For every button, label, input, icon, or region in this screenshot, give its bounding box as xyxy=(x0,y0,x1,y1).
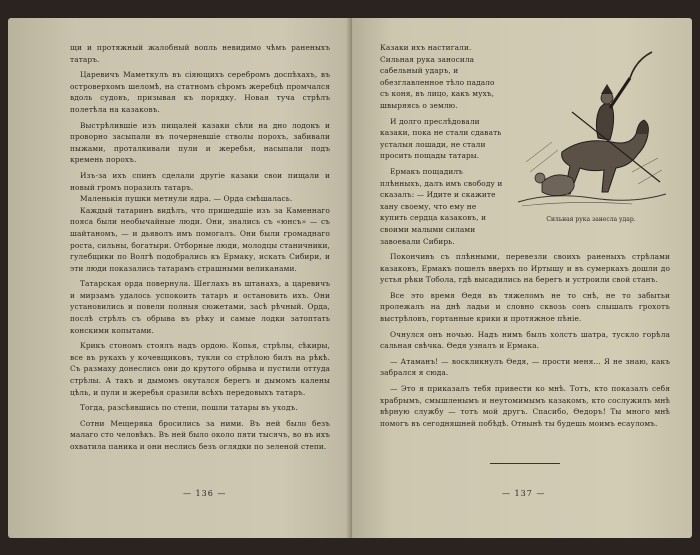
page-number: — 136 — xyxy=(183,489,227,498)
paragraph: щи и протяжный жалобный вопль невидимо чѣмъ раненыхъ татаръ. xyxy=(70,43,330,64)
paragraph: Покончивъ съ плѣнными, перевезли своихъ раненыхъ стрѣлами казаковъ, Ермакъ пошелъ вверхъ по Иртышу и въ сумеркахъ дошли до устья рѣки Тобола, гдѣ высадились на берегъ и устроили свой станъ. xyxy=(380,252,670,285)
paragraph: Выстрѣлившіе изъ пищалей казаки сѣли на дно лодокъ и проворно засыпали въ почерневшіе стволы порохъ, забивали пыжами, проталкивали пули и жеребья, насыпали подъ кремень порохъ. xyxy=(70,120,330,165)
paragraph: Татарская орда повернула. Шеглахъ въ штанахъ, а царевичъ и мирзамъ удалось успокоить татаръ и остановить ихъ. Они установились и повели полныя сюжетами, засѣ рѣчный. Орда, послѣ стрѣлъ съ обрыва въ рѣку и самые лодки затоптать конскими копытами. xyxy=(70,279,330,335)
illustration xyxy=(512,42,670,223)
paragraph: И долго преслѣдовали казаки, пока не стали сдавать усталыя лошади, не стали просить пощады татары. xyxy=(380,116,502,161)
right-page xyxy=(352,18,692,538)
paragraph: Казаки ихъ настигали. Сильная рука заносила сабельный ударъ, и обезглавленное тѣло падало съ коня, въ лицо, какъ мухъ, швыряясь о землю. xyxy=(380,43,495,110)
paragraph: Тогда, разсѣявшись по степи, пошли татары въ уходъ. xyxy=(80,403,298,413)
paragraph: Царевичъ Маметкулъ въ сіяющихъ серебромъ доспѣхахъ, въ островерхомъ шеломѣ, на статномъ сѣромъ жеребцѣ промчался вдоль судовъ, призывая къ порядку. Новая туча стрѣлъ полетѣла на казаковъ. xyxy=(70,70,330,114)
paragraph: Маленькія пушки метнули ядра. — Орда смѣшалась. xyxy=(80,194,293,204)
paragraph: Сотни Мещеряка бросились за ними. Въ ней было безъ малаго сто человѣкъ. Въ ней было около пяти тысячъ, во въ ихъ охватила паника и они неслись безъ оглядки по зеленой степи. xyxy=(70,418,330,451)
paragraph: Ермакъ пощадилъ плѣнныхъ, далъ имъ свободу и сказалъ: — Идите и скажите хану своему, что ему не купить сердца казаковъ, и своими малыми силами завоевали Сибирь. xyxy=(380,166,503,246)
paragraph: Изъ-за ихъ спинъ сделали другіе казаки свои пищали и новый громъ поразилъ татаръ. xyxy=(70,170,330,192)
page-number: — 137 — xyxy=(502,489,546,498)
section-divider xyxy=(490,463,560,464)
paragraph: Крикъ стономъ стоялъ надъ ордою. Копья, стрѣлы, сѣкиры, все въ рукахъ у кочевщиковъ, тукли со стрѣлою билъ на рѣкѣ. Съ размаху донеслись они до крутого обрыва и пустили оттуда стрѣлы. А такъ и дымомъ окутался берегъ и дымомъ калены цѣль, и пули и жеребья сразили всѣхъ передовыхъ татаръ. xyxy=(70,341,330,397)
paragraph: — Это я приказалъ тебя привести ко мнѣ. Тотъ, кто показалъ себя храбрымъ, смышленымъ и неутомимымъ казакомъ, кто сослужилъ мнѣ вѣрную службу — тотъ мой другъ. Спасибо, Ѳедоръ! Ты много мнѣ помогъ въ сегодняшней побѣдѣ. Отнынѣ ты будешь моимъ есауломъ. xyxy=(380,384,670,428)
cossack-rider-illustration xyxy=(512,42,670,214)
paragraph: Все это время Ѳедя въ тяжеломъ не то снѣ, не то забытьи пролежалъ на днѣ ладьи и словно сквозь сонъ слышалъ грохотъ выстрѣловъ, гортанные крики и протяжное пѣніе. xyxy=(380,290,670,324)
paragraph: Каждый татаринъ видѣлъ, что пришедшіе изъ за Каменнаго пояса были необычайные люди. Они, знались съ «юнсъ» — съ шайтаномъ, — и дьяволъ имъ помогалъ. Они были громаднаго роста, сильны, богатыри. Отборные люди, молодцы станичники, гулебщики по Волгѣ подобрались къ Ермаку, искать Сибири, и эти люди показались татарамъ страшными великанами. xyxy=(70,205,330,273)
paragraph: Очнулся онъ ночью. Надъ нимъ былъ холстъ шатра, тускло горѣла сальная свѣчка. Ѳедя узналъ и Ермака. xyxy=(380,329,670,351)
left-page xyxy=(8,18,352,538)
illustration-caption: Сильная рука занесла удар. xyxy=(546,216,636,223)
paragraph: — Атаманъ! — воскликнулъ Ѳедя, — прости меня... Я не знаю, какъ забрался я сюда. xyxy=(380,356,670,378)
